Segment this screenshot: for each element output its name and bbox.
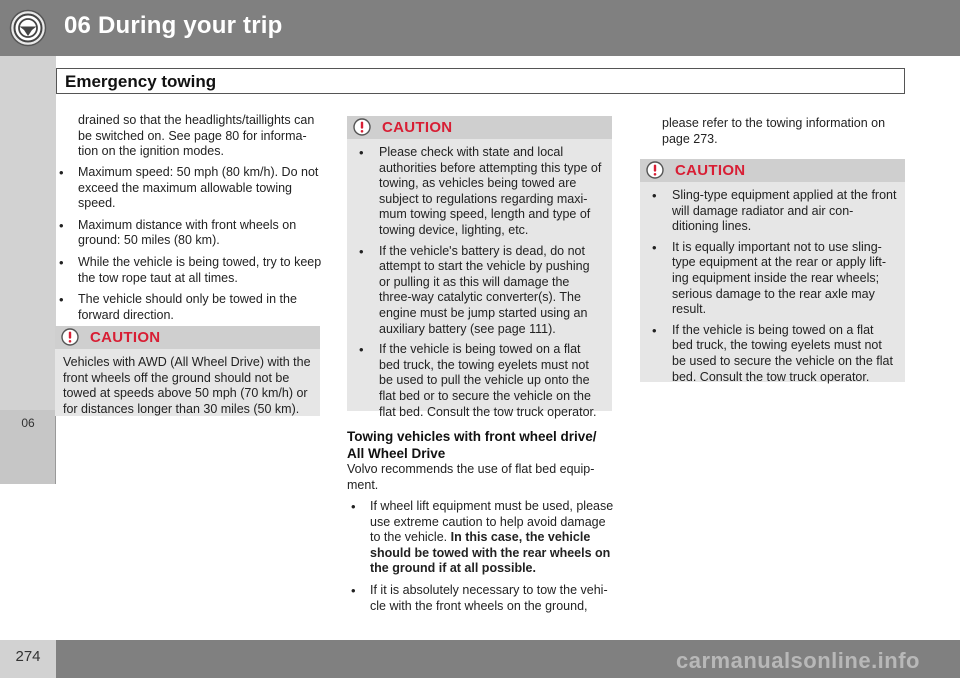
chapter-header: [0, 0, 960, 56]
list-item: • Maximum speed: 50 mph (80 km/h). Do not exceed the maximum allowable towing speed.: [55, 165, 325, 212]
list-item: • If the vehicle is being towed on a flat bed truck, the towing eyelets must not be used to secure the vehicle on the flat bed. Consult the tow truck operator.: [650, 323, 897, 385]
caution-title: CAUTION: [90, 329, 161, 346]
col2-bullet-list: [347, 499, 617, 620]
caution-header: [347, 116, 612, 139]
steering-wheel-icon: [9, 9, 47, 47]
list-item: • If the vehicle is being towed on a flat bed truck, the towing eyelets must not be used to pull the vehicle up onto the flat bed or to secure the vehicle on the flat bed. Consult the tow truck operator.: [357, 342, 604, 420]
bullet-bold-text: In this case, the vehicle should be towed with the rear wheels on the ground if at all possible.: [370, 530, 611, 576]
caution-bullet-list: [347, 139, 612, 420]
list-item: • If the vehicle's battery is dead, do not attempt to start the vehicle by pushing or pulling it as this will damage the three-way catalytic converter(s). The engine must be jump started using an auxiliary battery (see page 111).: [357, 244, 604, 338]
caution-box-sling-equipment: [640, 159, 905, 382]
warning-icon: [646, 161, 664, 179]
col1-bullet-list: [55, 165, 325, 329]
list-item: [347, 499, 617, 577]
subheading-front-wheel-drive: Towing vehicles with front wheel drive/ All Wheel Drive: [347, 429, 597, 461]
list-item: • The vehicle should only be towed in the forward direction.: [55, 292, 325, 323]
list-item: • It is equally important not to use sling-type equipment at the rear or apply lift-ing equipment inside the rear wheels; serious damage to the rear axle may result.: [650, 240, 897, 318]
chapter-title: 06 During your trip: [64, 12, 283, 39]
col1-intro: drained so that the headlights/taillights can be switched on. See page 80 for informa-tion on the ignition modes.: [78, 113, 315, 159]
caution-box-awd: [55, 326, 320, 416]
section-title: Emergency towing: [65, 72, 217, 91]
col3-intro: please refer to the towing information on page 273.: [662, 116, 886, 146]
caution-text: Vehicles with AWD (All Wheel Drive) with the front wheels off the ground should not be towed at speeds above 50 mph (70 km/h) or for distances longer than 30 miles (50 km).: [63, 355, 311, 416]
chapter-tab-number: 06: [21, 416, 35, 430]
list-item: • Please check with state and local authorities before attempting this type of towing, as vehicles being towed are subject to regulations regarding maxi-mum towing speed, length and type of towing device, lighting, etc.: [357, 145, 604, 239]
caution-bullet-list: [640, 182, 905, 385]
caution-header: [55, 326, 320, 349]
warning-icon: [61, 328, 79, 346]
watermark: carmanualsonline.info: [676, 648, 920, 673]
list-item: • Maximum distance with front wheels on ground: 50 miles (80 km).: [55, 218, 325, 249]
caution-header: [640, 159, 905, 182]
caution-box-towing-rules: [347, 116, 612, 419]
list-item: • Sling-type equipment applied at the front will damage radiator and air con-ditioning lines.: [650, 188, 897, 235]
section-title-bar: [56, 68, 905, 94]
bullet-text: If wheel lift equipment must be used, please use extreme caution to help avoid damage to the vehicle.: [370, 499, 614, 545]
list-item: • While the vehicle is being towed, try to keep the tow rope taut at all times.: [55, 255, 325, 286]
list-item: • If it is absolutely necessary to tow the vehi-cle with the front wheels on the ground,: [347, 583, 617, 614]
caution-title: CAUTION: [382, 119, 453, 136]
page-number: 274: [15, 648, 41, 665]
caution-title: CAUTION: [675, 162, 746, 179]
col2-intro: Volvo recommends the use of flat bed equip-ment.: [347, 462, 595, 492]
warning-icon: [353, 118, 371, 136]
